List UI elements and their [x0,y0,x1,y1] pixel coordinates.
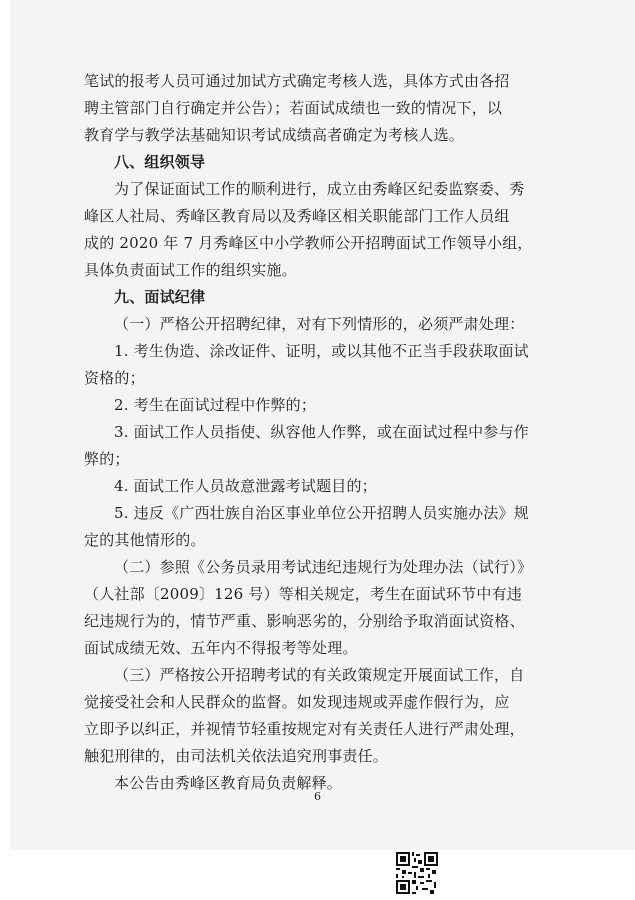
body-text-line: 弊的； [84,450,130,468]
body-text-line: （人社部〔2009〕126 号）等相关规定，考生在面试环节中有违 [84,585,522,603]
body-text-line: 具体负责面试工作的组织实施。 [84,261,297,279]
body-text-line: （二）参照《公务员录用考试违纪违规行为处理办法（试行）》 [114,558,533,576]
body-text-line: 触犯刑律的，由司法机关依法追究刑事责任。 [84,747,389,765]
section-heading: 九、面试纪律 [114,288,206,306]
section-heading: 八、组织领导 [114,153,206,171]
body-text-line: 定的其他情形的。 [84,531,206,549]
scan-margin-bottom [0,850,635,900]
body-text-line: 教育学与教学法基础知识考试成绩高者确定为考核人选。 [84,126,465,144]
body-text-line: 立即予以纠正，并视情节轻重按规定对有关责任人进行严肃处理， [84,720,525,738]
body-text-line: 本公告由秀峰区教育局负责解释。 [114,774,343,792]
body-text-line: （三）严格按公开招聘考试的有关政策规定开展面试工作，自 [114,666,525,684]
body-text-line: 聘主管部门自行确定并公告）；若面试成绩也一致的情况下，以 [84,99,503,117]
body-text-line: 纪违规行为的，情节严重、影响恶劣的，分别给予取消面试资格、 [84,612,525,630]
body-text-line: 面试成绩无效、五年内不得报考等处理。 [84,639,358,657]
qr-code-icon [396,852,438,894]
page-number: 6 [314,790,321,803]
document-body [84,68,554,797]
body-text-line: 4. 面试工作人员故意泄露考试题目的； [114,477,377,495]
body-text-line: 峰区人社局、秀峰区教育局以及秀峰区相关职能部门工作人员组 [84,207,510,225]
body-text-line: 3. 面试工作人员指使、纵容他人作弊，或在面试过程中参与作 [114,423,529,441]
body-text-line: 资格的； [84,369,145,387]
body-text-line: 5. 违反《广西壮族自治区事业单位公开招聘人员实施办法》规 [114,504,529,522]
body-text-line: （一）严格公开招聘纪律，对有下列情形的，必须严肃处理： [114,315,525,333]
body-text-line: 笔试的报考人员可通过加试方式确定考核人选，具体方式由各招 [84,72,510,90]
body-text-line: 1. 考生伪造、涂改证件、证明，或以其他不正当手段获取面试 [114,342,529,360]
body-text-line: 为了保证面试工作的顺利进行，成立由秀峰区纪委监察委、秀 [114,180,525,198]
body-text-line: 成的 2020 年 7 月秀峰区中小学教师公开招聘面试工作领导小组， [84,234,533,252]
body-text-line: 觉接受社会和人民群众的监督。如发现违规或弄虚作假行为，应 [84,693,510,711]
scan-margin-left [0,0,10,900]
body-text-line: 2. 考生在面试过程中作弊的； [114,396,317,414]
